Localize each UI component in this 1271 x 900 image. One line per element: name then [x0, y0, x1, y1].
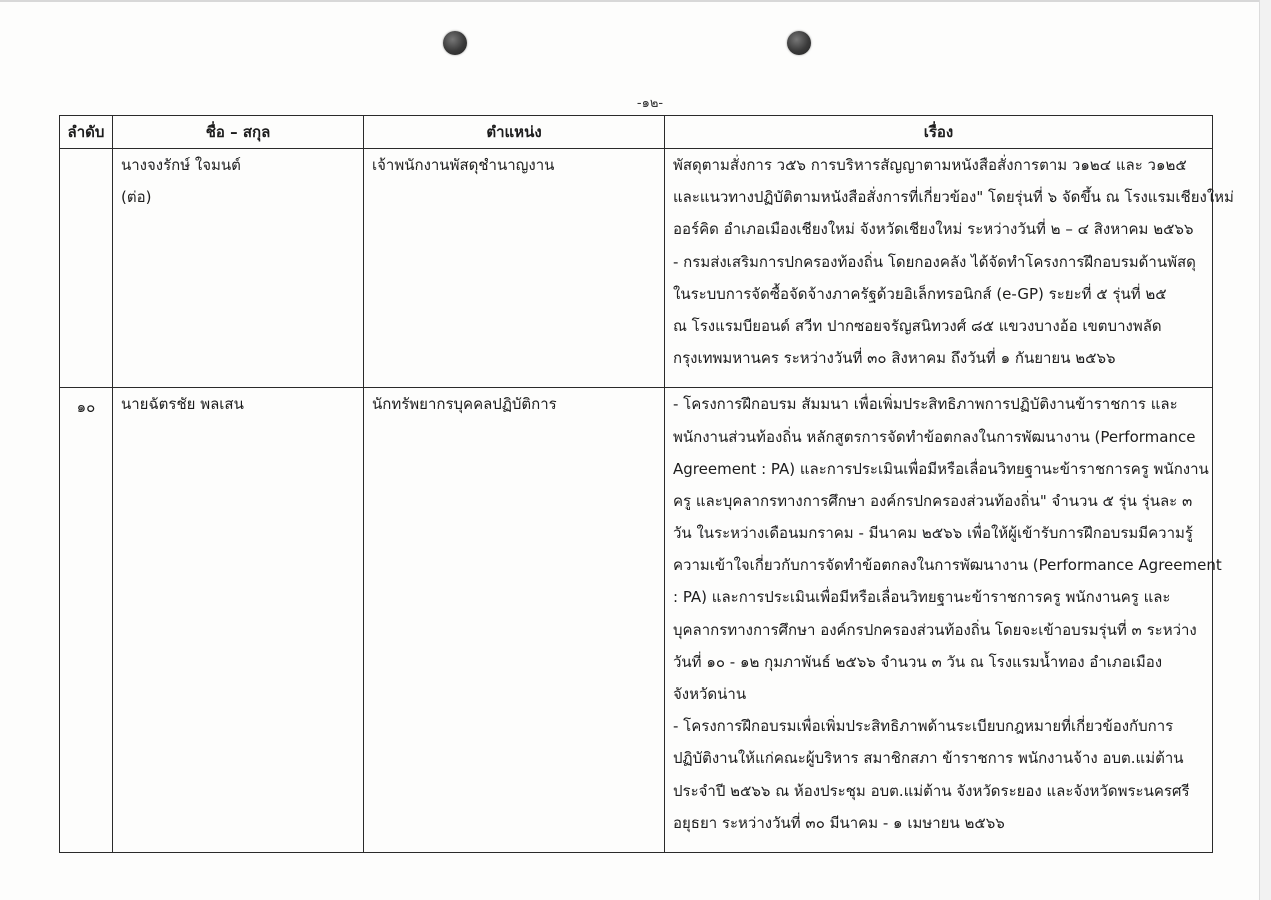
- scan-right-edge: [1259, 0, 1271, 900]
- table-row: [60, 388, 1213, 853]
- table-row: [60, 149, 1213, 388]
- row-name-cell: [113, 149, 364, 388]
- topic-line: ครู และบุคลากรทางการศึกษา องค์กรปกครองส่วนท้องถิ่น" จำนวน ๕ รุ่น รุ่นละ ๓: [673, 491, 1193, 510]
- topic-line: พัสดุตามสั่งการ ว๕๖ การบริหารสัญญาตามหนังสือสั่งการตาม ว๑๒๔ และ ว๑๒๕: [673, 156, 1187, 174]
- topic-line: ณ โรงแรมบียอนด์ สวีท ปากซอยจรัญสนิทวงศ์ ๘๕ แขวงบางอ้อ เขตบางพลัด: [673, 316, 1162, 335]
- name-line: นายฉัตรชัย พลเสน: [121, 395, 244, 414]
- row-order-number: ๑๐: [60, 388, 113, 853]
- topic-line: พนักงานส่วนท้องถิ่น หลักสูตรการจัดทำข้อตกลงในการพัฒนางาน (Performance: [673, 427, 1196, 446]
- name-line: (ต่อ): [121, 188, 152, 207]
- topic-line: : PA) และการประเมินเพื่อมีหรือเลื่อนวิทยฐานะข้าราชการครู พนักงานครู และ: [673, 588, 1171, 607]
- position-text: นักทรัพยากรบุคคลปฏิบัติการ: [372, 395, 557, 414]
- row-order-number: [60, 149, 113, 388]
- topic-line: วัน ในระหว่างเดือนมกราคม - มีนาคม ๒๕๖๖ เพื่อให้ผู้เข้ารับการฝึกอบรมมีความรู้: [673, 524, 1193, 543]
- topic-line: ความเข้าใจเกี่ยวกับการจัดทำข้อตกลงในการพัฒนางาน (Performance Agreement: [673, 556, 1222, 575]
- scan-top-edge: [0, 0, 1271, 2]
- name-line: นางจงรักษ์ ใจมนต์: [121, 156, 241, 174]
- topic-line: จังหวัดน่าน: [673, 685, 747, 703]
- header-topic: เรื่อง: [665, 116, 1213, 149]
- topic-line: ประจำปี ๒๕๖๖ ณ ห้องประชุม อบต.แม่ต้าน จังหวัดระยอง และจังหวัดพระนครศรี: [673, 781, 1190, 800]
- topic-line: - โครงการฝึกอบรมเพื่อเพิ่มประสิทธิภาพด้านระเบียบกฎหมายที่เกี่ยวข้องกับการ: [673, 717, 1174, 736]
- topic-line: อยุธยา ระหว่างวันที่ ๓๐ มีนาคม - ๑ เมษายน ๒๕๖๖: [673, 813, 1005, 832]
- header-name: ชื่อ – สกุล: [113, 116, 364, 149]
- topic-line: ออร์คิด อำเภอเมืองเชียงใหม่ จังหวัดเชียงใหม่ ระหว่างวันที่ ๒ – ๔ สิงหาคม ๒๕๖๖: [673, 220, 1194, 239]
- row-name-cell: [113, 388, 364, 853]
- topic-line: วันที่ ๑๐ - ๑๒ กุมภาพันธ์ ๒๕๖๖ จำนวน ๓ วัน ณ โรงแรมน้ำทอง อำเภอเมือง: [673, 652, 1163, 671]
- header-order: ลำดับ: [60, 116, 113, 149]
- row-position-cell: [364, 149, 665, 388]
- topic-line: บุคลากรทางการศึกษา องค์กรปกครองส่วนท้องถิ่น โดยจะเข้าอบรมรุ่นที่ ๓ ระหว่าง: [673, 620, 1197, 639]
- position-text: เจ้าพนักงานพัสดุชำนาญงาน: [372, 156, 555, 174]
- header-position: ตำแหน่ง: [364, 116, 665, 149]
- topic-line: ปฏิบัติงานให้แก่คณะผู้บริหาร สมาชิกสภา ข้าราชการ พนักงานจ้าง อบต.แม่ต้าน: [673, 749, 1184, 768]
- row-topic-cell: [665, 149, 1234, 388]
- row-topic-cell: [665, 388, 1222, 853]
- punch-hole-left: [443, 31, 467, 55]
- page-number: -๑๒-: [636, 96, 664, 111]
- table-header-row: [60, 116, 1213, 149]
- topic-line: - กรมส่งเสริมการปกครองท้องถิ่น โดยกองคลัง ได้จัดทำโครงการฝึกอบรมด้านพัสดุ: [673, 252, 1196, 271]
- topic-line: กรุงเทพมหานคร ระหว่างวันที่ ๓๐ สิงหาคม ถึงวันที่ ๑ กันยายน ๒๕๖๖: [673, 349, 1116, 368]
- topic-line: และแนวทางปฏิบัติตามหนังสือสั่งการที่เกี่ยวข้อง" โดยรุ่นที่ ๖ จัดขึ้น ณ โรงแรมเชียงใหม่: [673, 188, 1234, 207]
- topic-line: Agreement : PA) และการประเมินเพื่อมีหรือเลื่อนวิทยฐานะข้าราชการครู พนักงาน: [673, 459, 1209, 478]
- topic-line: ในระบบการจัดซื้อจัดจ้างภาครัฐด้วยอิเล็กทรอนิกส์ (e-GP) ระยะที่ ๕ รุ่นที่ ๒๕: [673, 284, 1167, 303]
- row-position-cell: [364, 388, 665, 853]
- personnel-training-table: [59, 115, 1234, 853]
- punch-hole-right: [787, 31, 811, 55]
- topic-line: - โครงการฝึกอบรม สัมมนา เพื่อเพิ่มประสิทธิภาพการปฏิบัติงานข้าราชการ และ: [673, 395, 1178, 414]
